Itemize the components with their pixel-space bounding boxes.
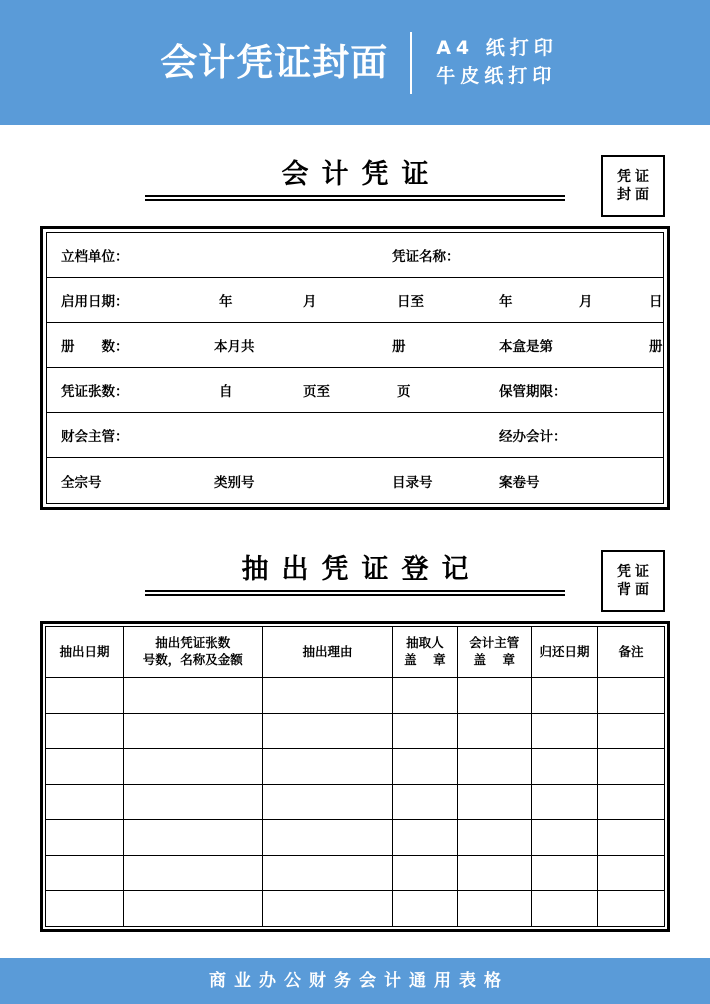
table-row xyxy=(46,891,665,927)
cell-withdrawer-seal[interactable] xyxy=(393,820,457,856)
cell-withdraw-date[interactable] xyxy=(46,820,124,856)
label-finance-supervisor: 财会主管： xyxy=(61,429,129,445)
cell-remarks[interactable] xyxy=(598,749,665,785)
register-table xyxy=(45,626,665,927)
cell-withdrawer-seal[interactable] xyxy=(393,678,457,714)
col-header-accountant-seal xyxy=(457,627,531,678)
cell-accountant-seal[interactable] xyxy=(457,820,531,856)
col-header-voucher-count-line1: 抽出凭证张数 xyxy=(155,635,231,651)
register-corner-box xyxy=(601,550,665,612)
cell-return-date[interactable] xyxy=(531,820,597,856)
col-header-remarks xyxy=(598,627,665,678)
finance-supervisor-row xyxy=(47,413,663,458)
cell-withdraw-date[interactable] xyxy=(46,891,124,927)
cell-accountant-seal[interactable] xyxy=(457,713,531,749)
col-header-withdrawer-seal xyxy=(393,627,457,678)
cell-return-date[interactable] xyxy=(531,784,597,820)
register-table-body xyxy=(46,678,665,927)
banner-subtitle-line-1: A4 纸打印 xyxy=(436,37,558,59)
cover-section-title: 会计凭证 xyxy=(281,159,442,190)
register-corner-line-2: 背面 xyxy=(617,582,653,598)
cell-voucher-count[interactable] xyxy=(123,784,262,820)
label-start-date: 启用日期： xyxy=(61,294,129,310)
cell-withdraw-date[interactable] xyxy=(46,678,124,714)
label-voucher-name: 凭证名称： xyxy=(392,249,460,265)
label-volume-unit-2: 册 xyxy=(649,339,663,355)
cell-return-date[interactable] xyxy=(531,891,597,927)
register-title-double-rule xyxy=(145,590,565,596)
cell-return-date[interactable] xyxy=(531,855,597,891)
cell-withdraw-reason[interactable] xyxy=(262,891,393,927)
col-header-return-date xyxy=(531,627,597,678)
cell-remarks[interactable] xyxy=(598,820,665,856)
col-header-accountant-seal-line1: 会计主管 xyxy=(469,635,520,651)
cell-return-date[interactable] xyxy=(531,749,597,785)
cover-section-title-area xyxy=(0,150,710,222)
archive-numbers-row xyxy=(47,458,663,503)
label-day-to: 日至 xyxy=(397,294,424,310)
col-header-withdrawer-seal-line2: 盖 章 xyxy=(404,652,448,667)
cell-voucher-count[interactable] xyxy=(123,855,262,891)
cell-withdraw-date[interactable] xyxy=(46,784,124,820)
cell-voucher-count[interactable] xyxy=(123,749,262,785)
col-header-withdraw-date-line1: 抽出日期 xyxy=(59,643,110,659)
cell-withdraw-date[interactable] xyxy=(46,855,124,891)
cell-return-date[interactable] xyxy=(531,678,597,714)
cell-remarks[interactable] xyxy=(598,891,665,927)
table-row xyxy=(46,855,665,891)
table-row xyxy=(46,678,665,714)
cell-withdraw-date[interactable] xyxy=(46,749,124,785)
label-box-index: 本盒是第 xyxy=(499,339,553,355)
label-year-end: 年 xyxy=(499,294,513,310)
label-page-unit: 页 xyxy=(397,384,411,400)
filing-unit-row xyxy=(47,233,663,278)
register-section-title: 抽出凭证登记 xyxy=(241,554,482,585)
withdraw-register-table xyxy=(40,621,670,932)
voucher-sheets-row xyxy=(47,368,663,413)
register-corner-line-1: 凭证 xyxy=(617,563,653,580)
col-header-withdraw-date xyxy=(46,627,124,678)
table-row xyxy=(46,784,665,820)
cell-withdraw-reason[interactable] xyxy=(262,678,393,714)
label-file-number: 案卷号 xyxy=(499,474,540,491)
cell-withdraw-reason[interactable] xyxy=(262,855,393,891)
cell-withdrawer-seal[interactable] xyxy=(393,891,457,927)
cover-info-table xyxy=(40,226,670,510)
label-handling-accountant: 经办会计： xyxy=(499,429,567,445)
cell-voucher-count[interactable] xyxy=(123,678,262,714)
label-day-end: 日 xyxy=(649,294,663,310)
col-header-return-date-line1: 归还日期 xyxy=(539,643,590,659)
page-header-banner xyxy=(0,0,710,125)
register-title-wrap xyxy=(145,553,565,596)
banner-subtitle-group xyxy=(412,39,558,86)
cell-withdrawer-seal[interactable] xyxy=(393,855,457,891)
cell-withdraw-reason[interactable] xyxy=(262,749,393,785)
label-filing-unit: 立档单位： xyxy=(61,249,129,265)
label-volume-count: 册 数： xyxy=(61,339,129,355)
cell-withdrawer-seal[interactable] xyxy=(393,784,457,820)
cell-accountant-seal[interactable] xyxy=(457,784,531,820)
cell-remarks[interactable] xyxy=(598,855,665,891)
col-header-withdraw-reason-line1: 抽出理由 xyxy=(302,643,353,659)
start-date-row xyxy=(47,278,663,323)
cell-withdraw-reason[interactable] xyxy=(262,784,393,820)
cell-accountant-seal[interactable] xyxy=(457,678,531,714)
label-month-from: 月 xyxy=(303,294,317,310)
cell-withdrawer-seal[interactable] xyxy=(393,713,457,749)
cell-withdraw-date[interactable] xyxy=(46,713,124,749)
label-page-from: 自 xyxy=(219,384,233,400)
cover-info-table-inner xyxy=(46,232,664,504)
cover-title-wrap xyxy=(145,158,565,201)
label-fonds-number: 全宗号 xyxy=(61,474,102,491)
page-footer-banner xyxy=(0,958,710,1004)
label-month-end: 月 xyxy=(579,294,593,310)
table-header-row xyxy=(46,627,665,678)
banner-subtitle-line-2: 牛皮纸打印 xyxy=(436,65,557,87)
label-catalog-number: 目录号 xyxy=(392,474,433,491)
cell-accountant-seal[interactable] xyxy=(457,749,531,785)
cell-voucher-count[interactable] xyxy=(123,891,262,927)
label-year-from: 年 xyxy=(219,294,233,310)
page-title: 会计凭证封面 xyxy=(160,41,389,84)
col-header-withdrawer-seal-line1: 抽取人 xyxy=(406,635,444,651)
footer-text: 商业办公财务会计通用表格 xyxy=(209,970,509,991)
label-month-total: 本月共 xyxy=(214,339,255,355)
cell-remarks[interactable] xyxy=(598,678,665,714)
volume-count-row xyxy=(47,323,663,368)
cover-corner-line-1: 凭证 xyxy=(617,168,653,185)
cell-withdraw-reason[interactable] xyxy=(262,820,393,856)
cell-accountant-seal[interactable] xyxy=(457,855,531,891)
table-row xyxy=(46,820,665,856)
label-retention: 保管期限： xyxy=(499,384,567,400)
cell-accountant-seal[interactable] xyxy=(457,891,531,927)
cell-withdraw-reason[interactable] xyxy=(262,713,393,749)
col-header-accountant-seal-line2: 盖 章 xyxy=(473,652,518,667)
label-volume-unit-1: 册 xyxy=(392,339,406,355)
label-category-number: 类别号 xyxy=(214,474,255,491)
cell-voucher-count[interactable] xyxy=(123,713,262,749)
cover-corner-line-2: 封面 xyxy=(617,187,653,203)
cover-corner-box xyxy=(601,155,665,217)
register-section-title-area xyxy=(0,545,710,617)
cell-voucher-count[interactable] xyxy=(123,820,262,856)
col-header-remarks-line1: 备注 xyxy=(618,643,644,659)
label-voucher-sheets: 凭证张数： xyxy=(61,384,129,400)
table-row xyxy=(46,713,665,749)
col-header-withdraw-reason xyxy=(262,627,393,678)
cover-title-double-rule xyxy=(145,195,565,201)
cell-remarks[interactable] xyxy=(598,713,665,749)
col-header-voucher-count-line2: 号数，名称及金额 xyxy=(142,652,243,667)
cell-return-date[interactable] xyxy=(531,713,597,749)
cell-withdrawer-seal[interactable] xyxy=(393,749,457,785)
cell-remarks[interactable] xyxy=(598,784,665,820)
label-page-to: 页至 xyxy=(303,384,330,400)
banner-content xyxy=(160,32,558,94)
table-row xyxy=(46,749,665,785)
col-header-voucher-count xyxy=(123,627,262,678)
